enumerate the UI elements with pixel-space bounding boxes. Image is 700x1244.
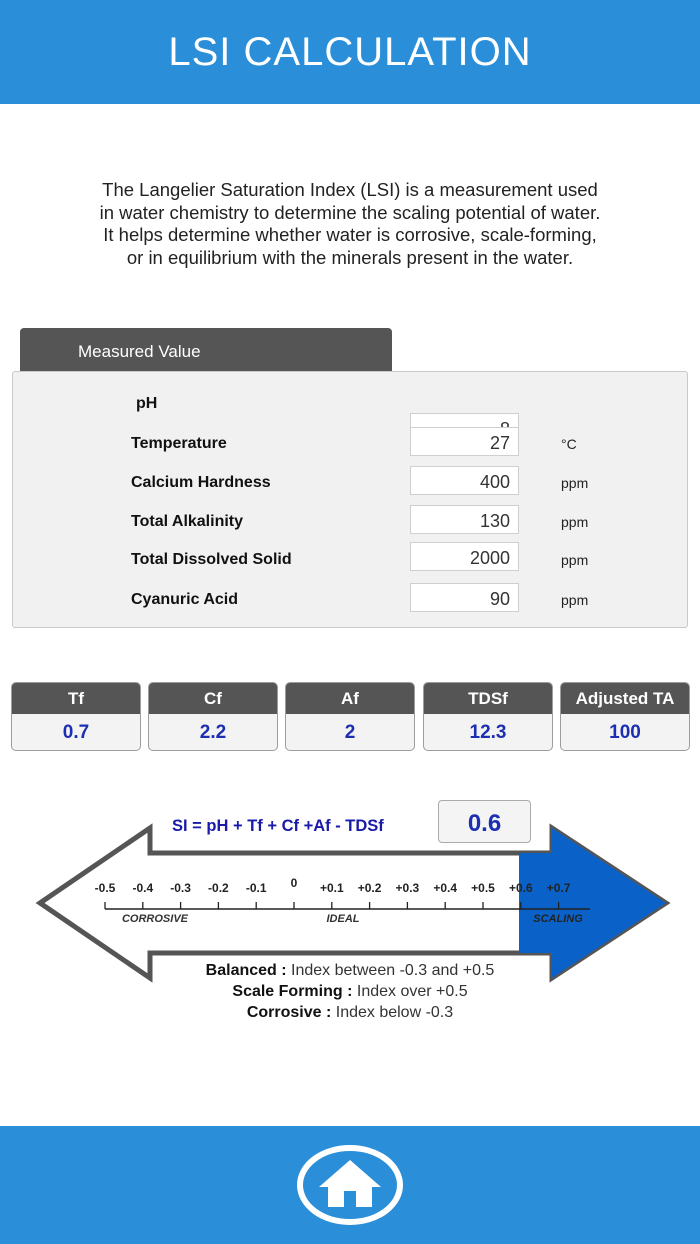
intro-line: The Langelier Saturation Index (LSI) is a measurement used xyxy=(102,179,598,200)
intro-line: or in equilibrium with the minerals present in the water. xyxy=(126,246,574,268)
legend-corrosive-text: Index below -0.3 xyxy=(331,1004,454,1021)
home-icon xyxy=(297,1145,403,1225)
adjusted-ta-value: 100 xyxy=(609,722,641,743)
af-box xyxy=(285,682,415,751)
tf-value: 0.7 xyxy=(62,722,90,743)
legend-scale-forming xyxy=(0,981,700,1002)
cf-box xyxy=(148,682,278,751)
intro-line: It helps determine whether water is corrosive, scale-forming, xyxy=(103,224,597,245)
scale-tick-label: -0.2 xyxy=(208,881,229,895)
intro-text xyxy=(30,179,670,269)
tds-label: Total Dissolved Solid xyxy=(131,551,292,568)
tds-unit: ppm xyxy=(561,552,589,568)
scale-tick-label: +0.1 xyxy=(319,881,344,895)
cyanuric-acid-row xyxy=(13,583,689,613)
cyanuric-acid-unit: ppm xyxy=(561,592,589,608)
legend-balanced-term: Balanced : xyxy=(205,962,287,979)
page-title: LSI CALCULATION xyxy=(168,29,532,74)
scale-tick-label: -0.5 xyxy=(94,881,116,895)
ph-label: pH xyxy=(136,395,158,412)
scale-tick-label: +0.4 xyxy=(433,881,458,895)
cf-value: 2.2 xyxy=(199,722,227,743)
legend-balanced xyxy=(0,960,700,981)
tdsf-value: 12.3 xyxy=(469,722,507,743)
af-label: Af xyxy=(286,683,414,714)
si-diagram xyxy=(0,790,700,1030)
calcium-hardness-unit: ppm xyxy=(561,475,589,491)
tds-input[interactable] xyxy=(410,542,519,571)
zone-scaling-label: SCALING xyxy=(533,913,583,925)
scale-tick-label: +0.5 xyxy=(471,881,495,895)
total-alkalinity-unit: ppm xyxy=(561,514,589,530)
scale-tick-label: -0.1 xyxy=(245,881,267,895)
scale-tick-label: +0.3 xyxy=(395,881,420,895)
legend-balanced-text: Index between -0.3 and +0.5 xyxy=(286,962,495,979)
calcium-hardness-input[interactable] xyxy=(410,466,519,495)
measured-value-tab: Measured Value xyxy=(20,328,392,372)
cyanuric-acid-label: Cyanuric Acid xyxy=(131,591,238,608)
legend-scale-forming-text: Index over +0.5 xyxy=(352,983,468,1000)
zone-ideal-label: IDEAL xyxy=(326,913,360,925)
legend-corrosive xyxy=(0,1002,700,1023)
total-alkalinity-label: Total Alkalinity xyxy=(131,513,244,530)
scale-tick-label: -0.3 xyxy=(170,881,191,895)
app-footer xyxy=(0,1126,700,1244)
temperature-unit: °C xyxy=(561,436,577,452)
total-alkalinity-input[interactable] xyxy=(410,505,519,534)
tdsf-label: TDSf xyxy=(424,683,552,714)
si-result: 0.6 xyxy=(438,800,531,843)
home-button[interactable] xyxy=(297,1145,403,1225)
si-legend xyxy=(0,960,700,1023)
temperature-input[interactable] xyxy=(410,427,519,456)
cf-label: Cf xyxy=(149,683,277,714)
scale-tick-label: +0.2 xyxy=(357,881,382,895)
zone-corrosive-label: CORROSIVE xyxy=(121,913,189,925)
scale-tick-label: +0.6 xyxy=(508,881,533,895)
cyanuric-acid-input[interactable] xyxy=(410,583,519,612)
total-alkalinity-row xyxy=(13,505,689,535)
tf-box xyxy=(11,682,141,751)
tdsf-box xyxy=(423,682,553,751)
app-header xyxy=(0,0,700,104)
scale-tick-label: +0.7 xyxy=(546,881,571,895)
intro-line: in water chemistry to determine the scaling potential of water. xyxy=(99,201,601,223)
measured-value-panel xyxy=(12,371,688,628)
temperature-row xyxy=(13,427,689,457)
calcium-hardness-label: Calcium Hardness xyxy=(131,474,271,491)
si-formula: SI = pH + Tf + Cf +Af - TDSf xyxy=(172,817,384,835)
adjusted-ta-label: Adjusted TA xyxy=(561,683,689,714)
scale-tick-label: 0 xyxy=(290,876,298,890)
tds-row xyxy=(13,542,689,572)
temperature-label: Temperature xyxy=(131,435,227,452)
legend-scale-forming-term: Scale Forming : xyxy=(232,983,353,1000)
calcium-hardness-row xyxy=(13,466,689,496)
legend-corrosive-term: Corrosive : xyxy=(246,1004,332,1021)
ph-row xyxy=(13,393,689,423)
af-value: 2 xyxy=(344,722,356,743)
adjusted-ta-box xyxy=(560,682,690,751)
tf-label: Tf xyxy=(12,683,140,714)
scale-tick-label: -0.4 xyxy=(132,881,154,895)
